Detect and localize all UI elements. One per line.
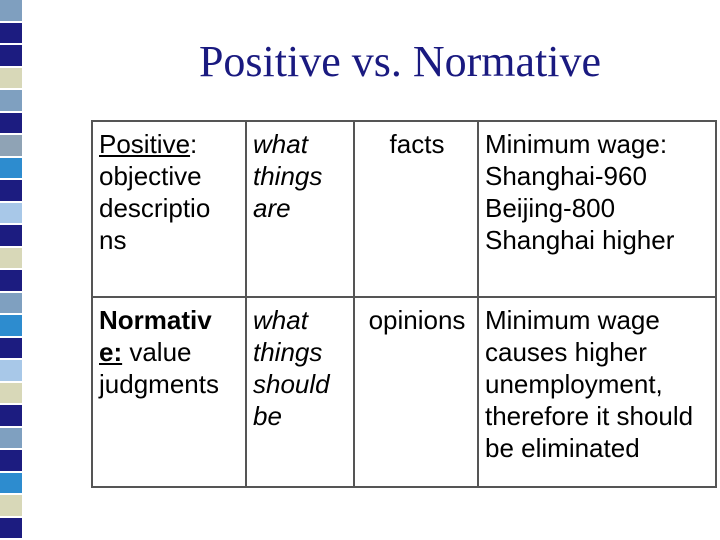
what-line: should [253,369,330,399]
stripe-block [0,90,22,111]
example-cell-positive [478,121,716,297]
stripe-block [0,68,22,89]
decorative-stripe-bar [0,0,22,540]
term-positive: Positive [99,129,191,159]
term-normative-part1: Normativ [99,305,212,335]
stripe-block [0,0,22,21]
term-desc-line: descriptio [99,193,211,223]
example-line: Beijing-800 [485,193,616,223]
basis-cell-normative [354,297,478,487]
example-line: Minimum wage [485,305,660,335]
table-row-positive [92,121,716,297]
stripe-block [0,338,22,359]
stripe-block [0,135,22,156]
what-cell-normative [246,297,354,487]
term-desc-line: judgments [99,369,219,399]
what-cell-positive [246,121,354,297]
basis-label: facts [389,129,445,159]
stripe-block [0,293,22,314]
stripe-block [0,113,22,134]
what-line: what [253,305,308,335]
stripe-block [0,45,22,66]
term-desc-line: ns [99,225,127,255]
stripe-block [0,248,22,269]
stripe-block [0,383,22,404]
slide-title: Positive vs. Normative [198,37,602,86]
term-desc-line: objective [99,161,202,191]
what-line: things [253,161,323,191]
example-line: Minimum wage: [485,129,668,159]
term-cell-positive [92,121,246,297]
table-row-normative [92,297,716,487]
term-positive-colon: : [190,129,198,159]
stripe-block [0,495,22,516]
stripe-block [0,360,22,381]
what-line: be [253,401,282,431]
stripe-block [0,405,22,426]
stripe-block [0,428,22,449]
basis-cell-positive [354,121,478,297]
comparison-table [91,120,717,488]
example-line: Shanghai-960 [485,161,647,191]
what-line: are [253,193,291,223]
example-line: Shanghai higher [485,225,675,255]
stripe-block [0,270,22,291]
stripe-block [0,203,22,224]
stripe-block [0,180,22,201]
stripe-block [0,473,22,494]
term-desc-inline: value [122,337,192,367]
basis-label: opinions [368,305,466,335]
example-cell-normative [478,297,716,487]
term-normative-part2: e: [99,337,123,367]
what-line: what [253,129,308,159]
stripe-block [0,315,22,336]
stripe-block [0,158,22,179]
what-line: things [253,337,323,367]
stripe-block [0,225,22,246]
example-line: unemployment, [485,369,663,399]
example-line: causes higher [485,337,647,367]
example-line: be eliminated [485,433,640,463]
example-line: therefore it should [485,401,694,431]
stripe-block [0,450,22,471]
stripe-block [0,518,22,539]
stripe-block [0,23,22,44]
term-cell-normative [92,297,246,487]
